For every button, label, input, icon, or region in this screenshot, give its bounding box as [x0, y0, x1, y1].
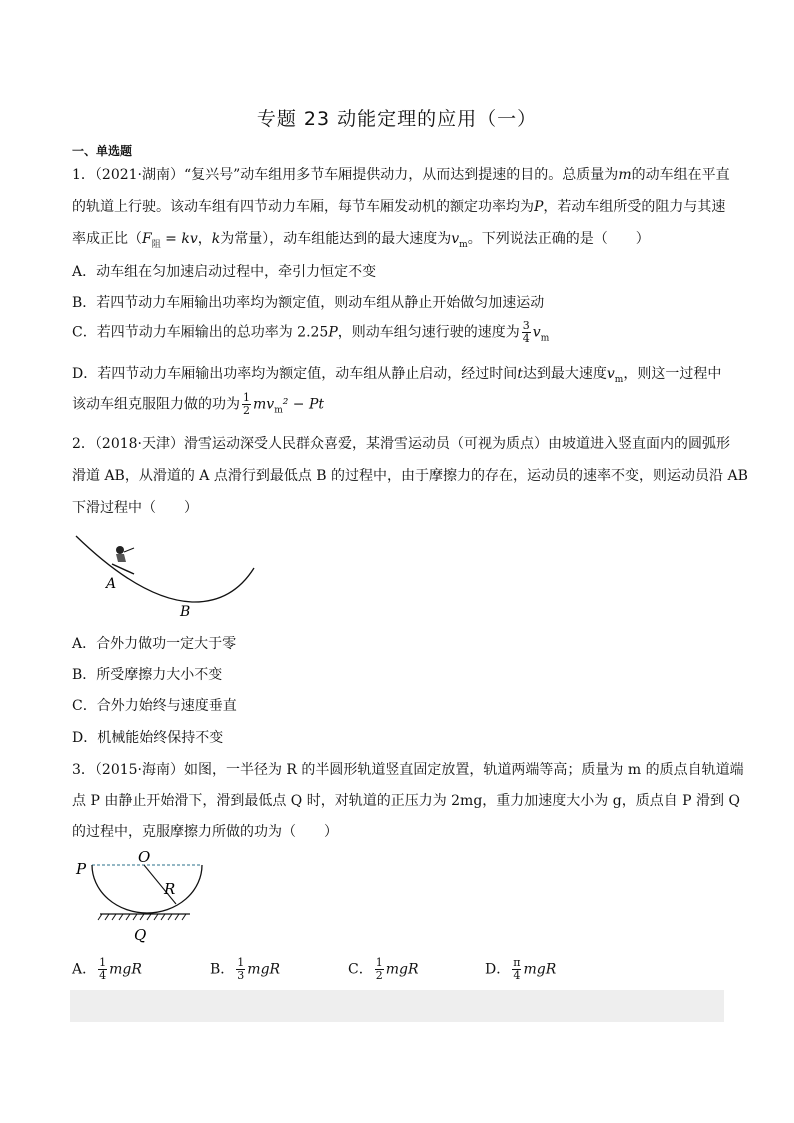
q1-text-2: 的轨道上行驶。该动车组有四节动力车厢，每节车厢发动机的额定功率均为	[72, 199, 534, 215]
q2-line1: 2．（2018·天津）滑雪运动深受人民群众喜爱，某滑雪运动员（可视为质点）由坡道进入竖直面内的圆弧形	[72, 436, 730, 452]
q3-b-den: 3	[237, 969, 245, 982]
q1-line1	[72, 164, 730, 184]
q1-option-b[interactable]: B．若四节动力车厢输出功率均为额定值，则动车组从静止开始做匀加速运动	[72, 295, 545, 311]
q2-line2: 滑道 AB，从滑道的 A 点滑行到最低点 B 的过程中，由于摩擦力的存在，运动员的速率不变，则运动员沿 AB	[72, 468, 748, 484]
q1-option-c-P: P	[328, 324, 338, 341]
q1-force: F	[142, 231, 152, 247]
q3-option-c[interactable]	[348, 957, 419, 982]
q1-vm-sub: m	[459, 239, 468, 250]
q3-option-d-fraction	[512, 957, 521, 982]
q1-option-d[interactable]	[72, 363, 721, 385]
q1-option-d-text3: ，则这一过程中	[623, 366, 722, 382]
q1-c-den: 4	[522, 332, 530, 345]
q1-option-d-expr: mv	[253, 396, 275, 413]
q2-figure	[72, 530, 272, 620]
q1-option-d-tail: ² − Pt	[282, 396, 325, 413]
q1-option-a[interactable]: A．动车组在匀加速启动过程中，牵引力恒定不变	[72, 264, 377, 280]
q2-option-a[interactable]: A．合外力做功一定大于零	[72, 636, 237, 652]
q1-option-d-vsub: m	[614, 374, 624, 385]
q1-option-d-line2-text: 该动车组克服阻力做的功为	[72, 396, 240, 413]
q3-label-r: R	[164, 880, 176, 898]
q1-option-d-expr-sub: m	[274, 405, 283, 416]
q1-force-sub: 阻	[151, 239, 161, 250]
section-title: 一、单选题	[72, 144, 133, 158]
q3-option-c-fraction	[375, 957, 384, 982]
q3-a-den: 4	[99, 969, 107, 982]
q1-d-den: 2	[243, 404, 250, 417]
q3-option-a-fraction	[98, 957, 107, 982]
q3-d-num: π	[513, 956, 521, 969]
q1-text-1: 1．（2021·湖南）“复兴号”动车组用多节车厢提供动力，从而达到提速的目的。总质量为	[72, 167, 619, 183]
q3-line1: 3．（2015·海南）如图，一半径为 R 的半圆形轨道竖直固定放置，轨道两端等高；质量为 m 的质点自轨道端	[72, 762, 744, 778]
q3-option-b-fraction	[236, 957, 245, 982]
q3-line3: 的过程中，克服摩擦力所做的功为（ ）	[72, 824, 338, 840]
q3-option-b[interactable]	[210, 957, 280, 982]
q3-semicircle-track	[92, 865, 202, 913]
answer-area-placeholder	[70, 990, 724, 1022]
q1-option-c-fraction	[522, 320, 531, 345]
q1-d-num: 1	[243, 391, 250, 404]
q1-power: P	[534, 199, 544, 215]
q3-option-c-letter: C．	[348, 961, 373, 978]
q2-label-a: A	[106, 576, 117, 592]
q1-line2	[72, 196, 725, 216]
q3-a-num: 1	[99, 956, 107, 969]
q3-option-c-expr: mgR	[385, 961, 419, 978]
q3-option-a[interactable]	[72, 957, 142, 982]
q1-option-c-text2: ，则动车组匀速行驶的速度为	[337, 324, 520, 341]
q1-option-c-text: C．若四节动力车厢输出的总功率为 2.25	[72, 324, 329, 341]
q1-text-3b: ，	[197, 231, 212, 247]
q1-option-d-text: D．若四节动力车厢输出功率均为额定值，动车组从静止启动，经过时间	[72, 366, 518, 382]
q1-text-1-end: 的动车组在平直	[631, 167, 730, 183]
q2-option-b[interactable]: B．所受摩擦力大小不变	[72, 667, 223, 683]
q1-k: k	[211, 231, 221, 247]
page-title: 专题 23 动能定理的应用（一）	[256, 108, 538, 130]
q1-option-d-fraction	[242, 392, 251, 417]
q3-options	[72, 957, 672, 983]
q3-label-o: O	[138, 848, 151, 866]
q1-option-c-vsub: m	[540, 333, 550, 344]
q3-option-d-expr: mgR	[523, 961, 557, 978]
q1-text-2-end: ，若动车组所受的阻力与其速	[543, 199, 726, 215]
q3-option-b-expr: mgR	[247, 961, 281, 978]
q3-b-num: 1	[237, 956, 245, 969]
q3-line2: 点 P 由静止开始滑下，滑到最低点 Q 时，对轨道的正压力为 2mg，重力加速度大小为 g，质点自 P 滑到 Q	[72, 793, 740, 809]
q1-vm: v	[451, 231, 460, 247]
q1-c-num: 3	[522, 319, 530, 332]
q1-line3	[72, 228, 650, 250]
q1-option-d-t: t	[517, 366, 523, 382]
q3-option-d[interactable]	[485, 957, 556, 982]
q2-option-d[interactable]: D．机械能始终保持不变	[72, 730, 224, 746]
q1-option-d-v: v	[606, 366, 615, 382]
q1-text-3c: 为常量），动车组能达到的最大速度为	[220, 231, 452, 247]
q3-label-q: Q	[134, 926, 147, 944]
q1-option-c[interactable]	[72, 320, 549, 345]
q1-option-d-line2	[72, 392, 324, 417]
q3-c-den: 2	[375, 969, 383, 982]
q3-option-b-letter: B．	[210, 961, 235, 978]
q3-label-p: P	[76, 860, 87, 878]
q1-mass: m	[618, 167, 632, 183]
q2-label-b: B	[180, 604, 191, 620]
q3-option-a-letter: A．	[72, 961, 97, 978]
q1-force-eq: = kv	[160, 231, 198, 247]
q3-figure	[72, 848, 222, 948]
q1-text-3d: 。下列说法正确的是（ ）	[467, 231, 650, 247]
q3-option-d-letter: D．	[485, 961, 511, 978]
q1-option-d-text2: 达到最大速度	[522, 366, 607, 382]
q2-arc-track	[76, 536, 254, 602]
q3-ground-hatch	[98, 914, 186, 920]
q2-option-c[interactable]: C．合外力始终与速度垂直	[72, 698, 237, 714]
q1-option-c-v: v	[532, 324, 541, 341]
q1-text-3a: 率成正比（	[72, 231, 142, 247]
q3-d-den: 4	[513, 969, 521, 982]
q3-option-a-expr: mgR	[109, 961, 142, 978]
q2-line3: 下滑过程中（ ）	[72, 500, 198, 516]
q3-c-num: 1	[375, 956, 383, 969]
